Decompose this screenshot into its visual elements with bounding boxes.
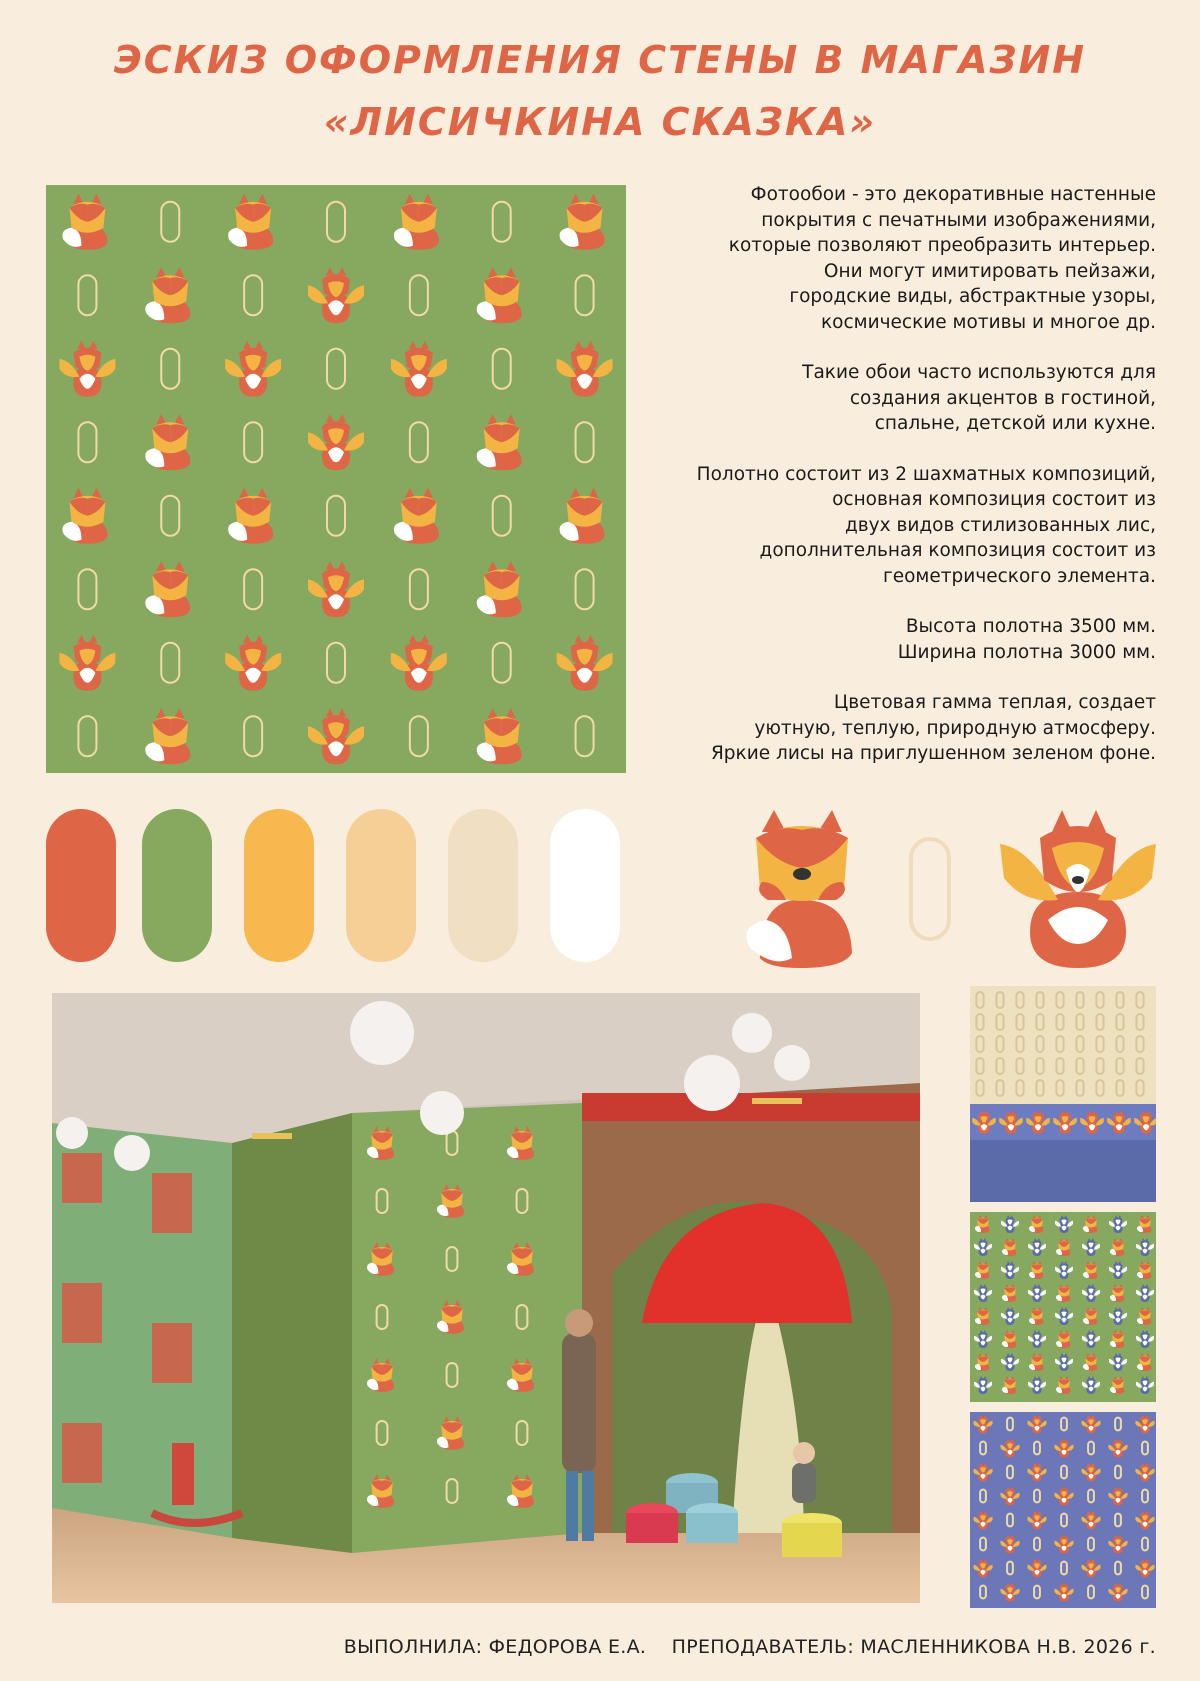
oval-ring-icon [244, 275, 262, 315]
description-line: двух видов стилизованных лис, [844, 514, 1156, 536]
oval-ring-icon [244, 569, 262, 609]
footer-year: 2026 г. [1083, 1636, 1156, 1658]
description-line: которые позволяют преобразить интерьер. [728, 235, 1156, 256]
render-wall-block [62, 1423, 102, 1483]
fox-waving-icon [308, 267, 364, 323]
fox-waving-icon [59, 341, 115, 397]
oval-ring-icon [327, 643, 345, 683]
fox-waving-large-icon [1000, 808, 1156, 968]
variant-beige-blue-canvas [970, 986, 1156, 1202]
fox-waving-icon [308, 561, 364, 617]
palette-swatch-beige [448, 809, 518, 962]
description-paragraph [596, 690, 1156, 767]
oval-ring-icon [78, 275, 96, 315]
description-paragraph [596, 360, 1156, 437]
interior-render [52, 993, 920, 1603]
oval-ring-icon [576, 569, 594, 609]
description-line: спальне, детской или кухне. [874, 413, 1156, 434]
oval-ring-icon [576, 275, 594, 315]
oval-ring-icon [410, 716, 428, 756]
description-line: Ширина полотна 3000 мм. [897, 641, 1156, 663]
description-line: Яркие лисы на приглушенном зеленом фоне. [710, 743, 1156, 764]
palette-swatch-peach [346, 809, 416, 962]
oval-ring-icon [327, 202, 345, 242]
variant-green-canvas [970, 1212, 1156, 1402]
oval-ring-icon [78, 422, 96, 462]
description-line: Высота полотна 3500 мм. [905, 616, 1156, 637]
oval-ring-icon [410, 569, 428, 609]
description-paragraph [596, 462, 1156, 590]
fox-sitting-icon [477, 561, 522, 617]
fox-sitting-icon [145, 414, 190, 470]
fox-waving-icon [308, 414, 364, 470]
description-line: городские виды, абстрактные узоры, [789, 286, 1156, 307]
fox-waving-icon [59, 635, 115, 691]
oval-ring-icon [78, 569, 96, 609]
oval-ring-icon [576, 716, 594, 756]
description-text [596, 182, 1156, 792]
fox-waving-icon [225, 341, 281, 397]
fox-sitting-icon [62, 194, 107, 250]
fox-sitting-large-icon [740, 808, 865, 968]
variant-blue-canvas [970, 1412, 1156, 1608]
description-line: Фотообои - это декоративные настенные [750, 184, 1156, 205]
oval-ring-icon [493, 349, 511, 389]
description-line: Такие обои часто используются для [802, 362, 1156, 383]
render-wall-block [62, 1283, 102, 1343]
description-line: Полотно состоит из 2 шахматных композиций, [696, 463, 1156, 485]
oval-ring-icon [410, 275, 428, 315]
description-paragraph [596, 614, 1156, 665]
oval-ring-icon [327, 349, 345, 389]
render-wall-block [62, 1153, 102, 1203]
oval-ring-icon [244, 716, 262, 756]
author-label: ВЫПОЛНИЛА: [343, 1636, 483, 1658]
description-line: основная композиция состоит из [832, 489, 1156, 510]
render-person-adult [562, 1333, 596, 1473]
fox-waving-icon [391, 635, 447, 691]
description-line: покрытия с печатными изображениями, [761, 209, 1156, 231]
render-wall-block [152, 1323, 192, 1383]
oval-ring-icon [493, 496, 511, 536]
render-wall-block [152, 1173, 192, 1233]
fox-sitting-icon [394, 488, 439, 544]
description-line: Они могут имитировать пейзажи, [823, 260, 1156, 282]
description-paragraph [596, 182, 1156, 335]
fox-sitting-icon [62, 488, 107, 544]
palette-swatch-orange [244, 809, 314, 962]
oval-ring-icon [493, 643, 511, 683]
palette-swatch-green [142, 809, 212, 962]
pattern-canvas [46, 185, 626, 773]
author-name: ФЕДОРОВА Е.А. [488, 1636, 647, 1658]
teacher-name: МАСЛЕННИКОВА Н.В. [860, 1636, 1078, 1658]
pattern-variant-beige-blue [970, 986, 1156, 1202]
wallpaper-pattern-main [46, 185, 626, 773]
oval-ring-icon [576, 422, 594, 462]
description-line: геометрического элемента. [883, 565, 1156, 587]
pattern-variant-blue [970, 1412, 1156, 1608]
render-person-child [792, 1463, 816, 1503]
footer-credits [344, 1636, 1156, 1658]
pattern-variant-green [970, 1212, 1156, 1402]
fox-waving-icon [225, 635, 281, 691]
fox-sitting-icon [145, 267, 190, 323]
interior-render-scene [52, 993, 920, 1603]
teacher-label: ПРЕПОДАВАТЕЛЬ: [671, 1636, 855, 1658]
description-line: дополнительная композиция состоит из [759, 540, 1156, 561]
fox-sitting-icon [145, 708, 190, 764]
oval-ring-icon [161, 202, 179, 242]
fox-sitting-icon [477, 267, 522, 323]
oval-ring-icon [327, 496, 345, 536]
oval-ring-icon [161, 643, 179, 683]
fox-sitting-icon [477, 414, 522, 470]
fox-sitting-icon [394, 194, 439, 250]
oval-ring-icon [493, 202, 511, 242]
description-line: создания акцентов в гостиной, [849, 387, 1156, 409]
fox-waving-icon [308, 708, 364, 764]
fox-sitting-icon [145, 561, 190, 617]
fox-waving-icon [391, 341, 447, 397]
oval-ring-large-icon [908, 836, 952, 942]
description-line: космические мотивы и многое др. [820, 311, 1156, 333]
oval-ring-icon [244, 422, 262, 462]
page-title-line-1: ЭСКИЗ ОФОРМЛЕНИЯ СТЕНЫ В МАГАЗИН [113, 38, 1087, 82]
description-line: уютную, теплую, природную атмосферу. [754, 717, 1156, 739]
fox-sitting-icon [228, 194, 273, 250]
fox-sitting-icon [228, 488, 273, 544]
oval-ring-icon [161, 349, 179, 389]
fox-sitting-icon [477, 708, 522, 764]
oval-ring-icon [78, 716, 96, 756]
palette-swatch-white [550, 809, 620, 962]
oval-ring-icon [410, 422, 428, 462]
page-title-line-2: «ЛИСИЧКИНА СКАЗКА» [323, 100, 877, 144]
description-line: Цветовая гамма теплая, создает [833, 692, 1156, 713]
oval-ring-icon [161, 496, 179, 536]
palette-swatch-red [46, 809, 116, 962]
